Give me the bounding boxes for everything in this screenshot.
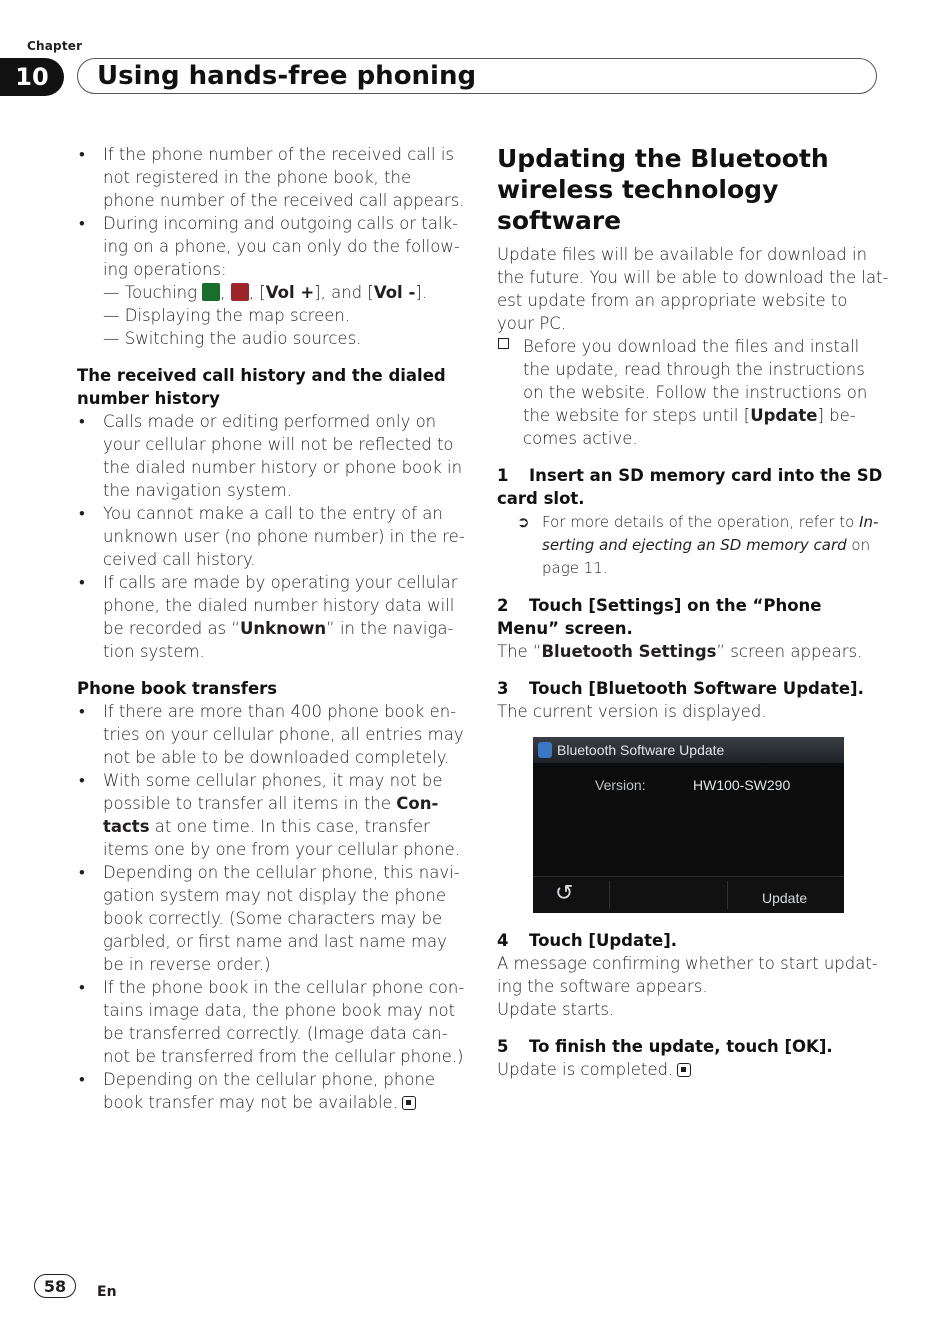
transfers-heading: Phone book transfers (77, 679, 278, 698)
history-heading: The received call history and the dialed number history (77, 366, 446, 408)
list-item: • If the phone number of the received call is not registered in the phone book, the phone number of the received call appears. (77, 143, 467, 212)
step-number: 2 (497, 596, 509, 615)
step-5-result (497, 1058, 889, 1081)
transfers-bullet-list (77, 700, 467, 1114)
screen-title: Bluetooth Software Update (533, 737, 844, 763)
screen-bottom-bar (533, 876, 844, 913)
dash-item-touching: — Touching , , [Vol +], and [Vol -]. (103, 283, 427, 302)
text-run: If calls are made by operating your cellular phone, the dialed number history data will be recorded as “ (103, 573, 458, 638)
reference-title: In-serting and ejecting an SD memory card (542, 513, 879, 554)
update-term: Update (750, 406, 818, 425)
text-run: Depending on the cellular phone, phone book transfer may not be available. (103, 1070, 436, 1112)
section-end-icon (402, 1096, 416, 1110)
step-3-result: The current version is displayed. (497, 702, 767, 721)
step-number: 3 (497, 679, 509, 698)
intro-paragraph: Update files will be available for download in the future. You will be able to download the lat-est update from an appropriate website to your PC. (497, 245, 889, 333)
list-item (77, 769, 467, 861)
section-end-icon (677, 1063, 691, 1077)
list-item: • Depending on the cellular phone, this navi-gation system may not display the phone book correctly. (Some characters may be garbled, or first name and last name may be in reverse order.) (77, 861, 467, 976)
text-run: Update is completed. (497, 1060, 674, 1079)
arrow-right-icon: ➲ (517, 513, 530, 531)
text-run: Before you download the files and install the update, read through the instructions on the website. Follow the instructions on the website for steps until [ (523, 337, 868, 425)
step-number: 1 (497, 466, 509, 485)
bluetooth-icon (538, 742, 552, 758)
vol-plus-label: Vol + (265, 283, 315, 302)
dash-item-audio: — Switching the audio sources. (103, 329, 362, 348)
step-number: 4 (497, 931, 509, 950)
list-item: • If the phone book in the cellular phone con-tains image data, the phone book may not be transferred correctly. (Image data can-not be transferred from the cellular phone.) (77, 976, 467, 1068)
history-bullet-list (77, 410, 467, 663)
update-button[interactable]: Update (762, 890, 808, 906)
back-arrow-icon[interactable]: ↺ (555, 880, 574, 905)
reference-note (497, 511, 889, 580)
text-run: at one time. In this case, transfer items one by one from your cellular phone. (103, 817, 460, 859)
page-number: 58 (34, 1274, 76, 1298)
step-5 (497, 1035, 889, 1058)
contacts-term: Con-tacts (103, 794, 439, 836)
version-value: HW100-SW290 (693, 777, 791, 793)
unknown-term: Unknown (239, 619, 327, 638)
call-accept-icon (202, 283, 220, 301)
list-item: • You cannot make a call to the entry of an unknown user (no phone number) in the re-ceived call history. (77, 502, 467, 571)
divider (609, 881, 610, 909)
step-text: Touch [Bluetooth Software Update]. (529, 679, 864, 698)
call-end-icon (231, 283, 249, 301)
step-4 (497, 929, 889, 952)
step-text: Touch [Settings] on the “Phone Menu” screen. (497, 596, 822, 638)
version-label: Version: (595, 777, 646, 793)
list-item: • During incoming and outgoing calls or talk-ing on a phone, you can only do the follow-ing operations: (77, 212, 467, 281)
text-run: ” in the naviga-tion system. (103, 619, 454, 661)
right-column (497, 143, 889, 1081)
bluetooth-settings-term: Bluetooth Settings (541, 642, 717, 661)
step-text: Insert an SD memory card into the SD card slot. (497, 466, 883, 508)
intro-bullet-list (77, 143, 467, 281)
step-4-result: A message confirming whether to start updat-ing the software appears. (497, 954, 878, 996)
step-2 (497, 594, 889, 640)
dash-item-map: — Displaying the map screen. (103, 306, 351, 325)
step-text: To finish the update, touch [OK]. (529, 1037, 833, 1056)
list-item: • If there are more than 400 phone book en-tries on your cellular phone, all entries may not be able to be downloaded completely. (77, 700, 467, 769)
step-3 (497, 677, 889, 700)
list-item (77, 1068, 467, 1114)
checkbox-bullet-icon (498, 338, 509, 349)
text-run: ] be-comes active. (523, 406, 856, 448)
text-run: For more details of the operation, refer to (542, 513, 860, 531)
and-text: and (331, 283, 363, 302)
language-label: En (97, 1284, 117, 1300)
chapter-label: Chapter (27, 39, 83, 53)
divider (727, 881, 728, 909)
step-1 (497, 464, 889, 510)
device-screenshot (533, 737, 844, 913)
list-item (77, 571, 467, 663)
vol-minus-label: Vol - (373, 283, 416, 302)
dash-text: — Touching (103, 283, 198, 302)
list-item: • Calls made or editing performed only on your cellular phone will not be reflected to the dialed number history or phone book in the navigation system. (77, 410, 467, 502)
section-title: Updating the Bluetooth wireless technology software (497, 144, 829, 235)
text-run: The “ (497, 642, 542, 661)
chapter-number-badge: 10 (0, 58, 64, 96)
chapter-title: Using hands-free phoning (77, 58, 877, 94)
text-run: With some cellular phones, it may not be possible to transfer all items in the (103, 771, 443, 813)
text-run: ” screen appears. (716, 642, 863, 661)
note-item (497, 335, 889, 450)
step-4-result-2: Update starts. (497, 1000, 615, 1019)
text-run: on page 11. (542, 536, 871, 577)
step-2-result (497, 640, 889, 663)
step-text: Touch [Update]. (529, 931, 678, 950)
left-column (77, 143, 467, 1114)
step-number: 5 (497, 1037, 509, 1056)
